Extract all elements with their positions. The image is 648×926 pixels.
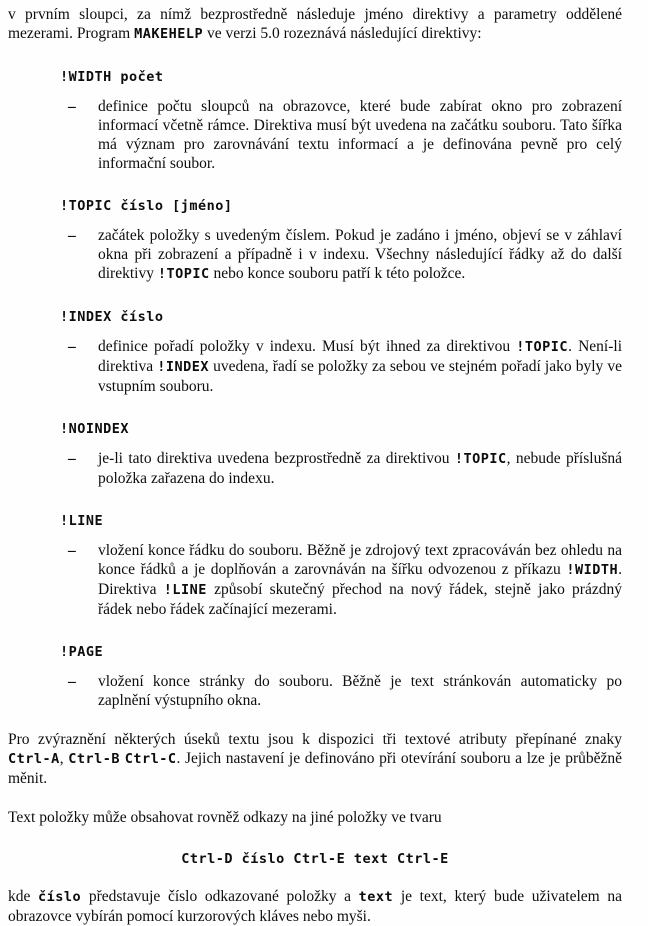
bullet-dash: – [68, 227, 76, 244]
directive-description-text: je-li tato direktiva uvedena bezprostředně za direktivou !TOPIC, nebude příslušná položka zařazena do indexu. [98, 450, 622, 487]
bullet-dash: – [68, 98, 76, 115]
directive-description-noindex [68, 449, 622, 488]
directive-header-topic: !TOPIC číslo [jméno] [60, 198, 233, 214]
directive-description-width [68, 97, 622, 173]
directive-header-width: !WIDTH počet [60, 69, 164, 85]
directive-header-index: !INDEX číslo [60, 309, 164, 325]
directive-description-text: vložení konce řádku do souboru. Běžně je zdrojový text zpracováván bez ohledu na konce řádků a je doplňován a zarovnáván na šířku odvozenou z příkazu !WIDTH. Direktiva !LINE způsobí skutečný přechod na nový řádek, stejně jako prázdný řádek nebo řádek začínající mezerami. [98, 542, 622, 618]
directive-description-text: vložení konce stránky do souboru. Běžně je text stránkován automaticky po zaplnění výstupního okna. [98, 673, 622, 709]
bullet-dash: – [68, 338, 76, 355]
directive-header-noindex: !NOINDEX [60, 421, 130, 437]
bullet-dash: – [68, 673, 76, 690]
directive-description-line [68, 541, 622, 619]
directive-header-page: !PAGE [60, 644, 104, 660]
text-attributes-paragraph: Pro zvýraznění některých úseků textu jsou k dispozici tři textové atributy přepínané znaky Ctrl-A, Ctrl-B Ctrl-C. Jejich nastavení je definováno při otevírání souboru a lze je průběžně měnit. [8, 731, 622, 787]
links-outro-paragraph: kde číslo představuje číslo odkazované položky a text je text, který bude uživatelem na obrazovce vybírán pomocí kurzorových kláves nebo myši. [8, 888, 623, 925]
directive-header-line: !LINE [60, 513, 104, 529]
intro-paragraph: v prvním sloupci, za nímž bezprostředně následuje jméno direktivy a parametry oddělené mezerami. Program MAKEHELP ve verzi 5.0 rozeznává následující direktivy: [8, 6, 622, 42]
directive-description-page [68, 672, 622, 710]
directive-description-text: definice počtu sloupců na obrazovce, které bude zabírat okno pro zobrazení informací včetně rámce. Direktiva musí být uvedena na začátku souboru. Tato šířka má význam pro zarovnávání textu informací a je definována pevně pro celý informační soubor. [98, 98, 622, 172]
bullet-dash: – [68, 450, 76, 467]
links-intro-paragraph: Text položky může obsahovat rovněž odkazy na jiné položky ve tvaru [8, 809, 442, 826]
directive-description-index [68, 337, 622, 396]
directive-description-text: začátek položky s uvedeným číslem. Pokud je zadáno i jméno, objeví se v záhlaví okna při zobrazení a případně i v indexu. Všechny následující řádky až do další direktivy !TOPIC nebo konce souboru patří k této položce. [98, 227, 622, 282]
link-syntax-line: Ctrl-D číslo Ctrl-E text Ctrl-E [181, 851, 449, 867]
directive-description-topic [68, 226, 622, 284]
bullet-dash: – [68, 542, 76, 559]
directive-description-text: definice pořadí položky v indexu. Musí být ihned za direktivou !TOPIC. Není-li direktiva !INDEX uvedena, řadí se položky za sebou ve stejném pořadí jako byly ve vstupním souboru. [98, 338, 623, 395]
